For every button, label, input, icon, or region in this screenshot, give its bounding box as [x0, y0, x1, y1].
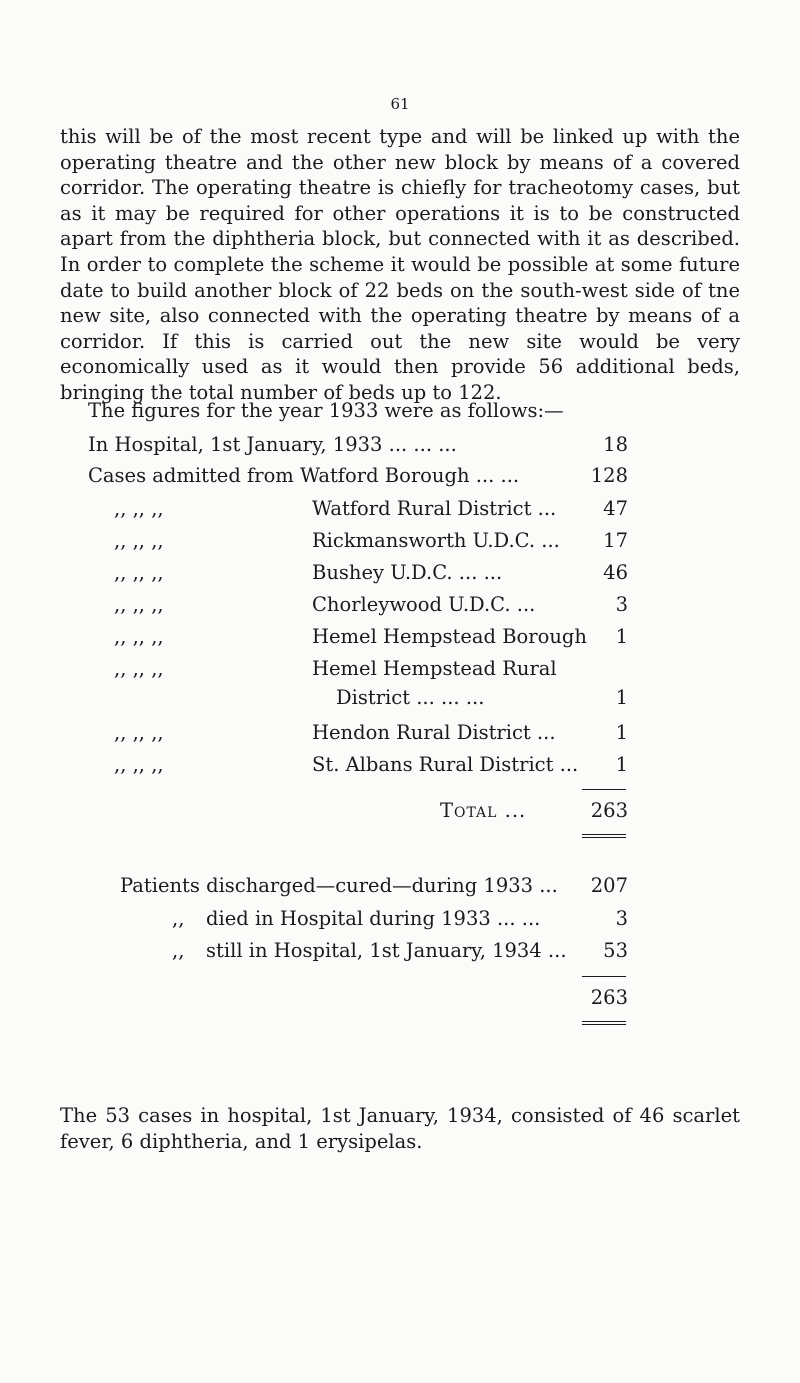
row-label: Hendon Rural District ... [312, 721, 556, 744]
row-value: 1 [615, 721, 628, 744]
table-row [88, 461, 519, 491]
row-value: 1 [615, 625, 628, 648]
ditto-marks: ,, ,, ,, [114, 593, 164, 616]
row-label: Hemel Hempstead Rural [312, 657, 557, 680]
row-value: 17 [603, 529, 628, 552]
row-value: 46 [603, 561, 628, 584]
table-row [88, 430, 457, 460]
sum-rule [582, 789, 626, 790]
sum-rule [582, 976, 626, 977]
ditto-marks: ,, [172, 939, 185, 962]
row-label: Rickmansworth U.D.C. ... [312, 529, 560, 552]
double-rule [582, 1021, 626, 1025]
ditto-marks: ,, ,, ,, [114, 497, 164, 520]
row-label: Hemel Hempstead Borough [312, 625, 587, 648]
row-value: 53 [603, 939, 628, 962]
row-label: Bushey U.D.C. ... ... [312, 561, 503, 584]
row-value: 1 [615, 753, 628, 776]
row-value: 3 [615, 907, 628, 930]
row-label: District ... ... ... [336, 686, 485, 709]
ditto-marks: ,, ,, ,, [114, 753, 164, 776]
row-label: St. Albans Rural District ... [312, 753, 579, 776]
row-value: 128 [590, 464, 628, 487]
row-label: Watford Rural District ... [312, 497, 557, 520]
table-intro: The figures for the year 1933 were as follows:— [88, 399, 564, 422]
ditto-marks: ,, ,, ,, [114, 721, 164, 744]
total-label: Total ... [440, 799, 527, 822]
row-label: still in Hospital, 1st January, 1934 ... [206, 939, 567, 962]
row-value: 18 [603, 433, 628, 456]
row-value: 47 [603, 497, 628, 520]
total-value: 263 [590, 986, 628, 1009]
row-value: 207 [590, 874, 628, 897]
ditto-marks: ,, ,, ,, [114, 561, 164, 584]
row-label: Patients discharged—cured—during 1933 ... [120, 874, 558, 897]
row-value: 1 [615, 686, 628, 709]
ditto-marks: ,, ,, ,, [114, 657, 164, 680]
ditto-marks: ,, ,, ,, [114, 529, 164, 552]
row-label: died in Hospital during 1933 ... ... [206, 907, 541, 930]
row-value: 3 [615, 593, 628, 616]
row-label: Chorleywood U.D.C. ... [312, 593, 536, 616]
body-paragraph: this will be of the most recent type and will be linked up with the operating theatre and the other new block by means of a covered corridor. The operating theatre is chiefly for tracheotomy cases, but as it may be required for other operations it is to be constructed apart from the diphtheria block, but connected with it as described. In order to complete the scheme it would be possible at some future date to build another block of 22 beds on the south-west side of tne new site, also connected with the operating theatre by means of a corridor. If this is carried out the new site would be very economically used as it would then provide 56 additional beds, bringing the total number of beds up to 122. [60, 125, 740, 404]
row-label: In Hospital, 1st January, 1933 ... ... ... [88, 433, 457, 456]
closing-paragraph: The 53 cases in hospital, 1st January, 1934, consisted of 46 scarlet fever, 6 diphtheria, and 1 erysipelas. [60, 1104, 740, 1153]
row-label: Cases admitted from Watford Borough ... ... [88, 464, 520, 487]
page-number: 61 [390, 95, 410, 113]
total-value: 263 [590, 799, 628, 822]
ditto-marks: ,, ,, ,, [114, 625, 164, 648]
ditto-marks: ,, [172, 907, 185, 930]
double-rule [582, 834, 626, 838]
